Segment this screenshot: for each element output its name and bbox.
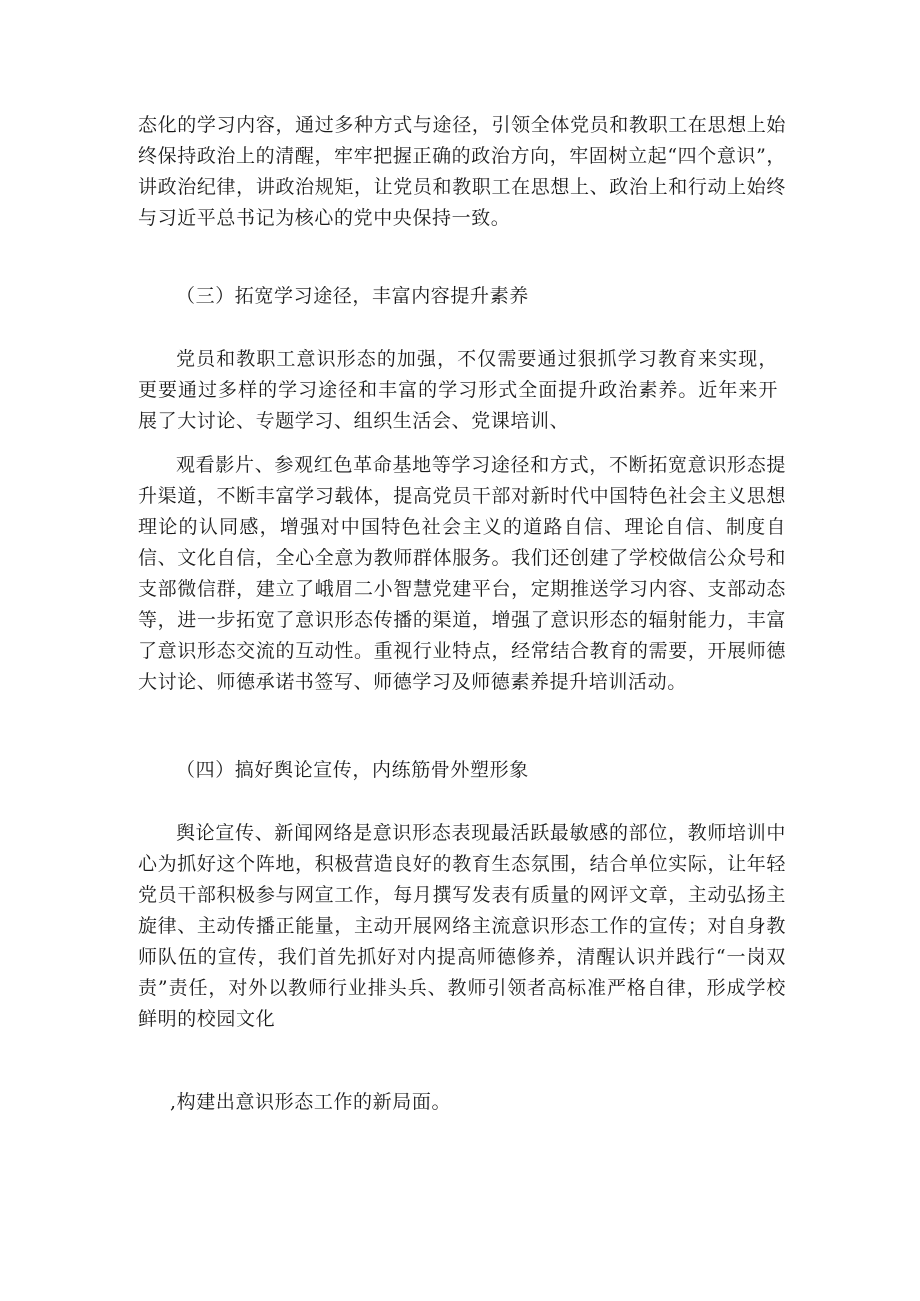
- section-4-paragraph-1: 舆论宣传、新闻网络是意识形态表现最活跃最敏感的部位，教师培训中心为抓好这个阵地，积极营造良好的教育生态氛围，结合单位实际，让年轻党员干部积极参与网宣工作，每月撰写发表有质量的网评文章，主动弘扬主旋律、主动传播正能量，主动开展网络主流意识形态工作的宣传；对自身教师队伍的宣传，我们首先抓好对内提高师德修养，清醒认识并践行“一岗双责”责任，对外以教师行业排头兵、教师引领者高标准严格自律，形成学校鲜明的校园文化: [138, 822, 786, 1030]
- section-3-paragraph-1: 党员和教职工意识形态的加强，不仅需要通过狠抓学习教育来实现，更要通过多样的学习途径和丰富的学习形式全面提升政治素养。近年来开展了大讨论、专题学习、组织生活会、党课培训、: [138, 348, 778, 432]
- section-3-paragraph-2: 观看影片、参观红色革命基地等学习途径和方式，不断拓宽意识形态提升渠道，不断丰富学习载体，提高党员干部对新时代中国特色社会主义思想理论的认同感，增强对中国特色社会主义的道路自信、理论自信、制度自信、文化自信，全心全意为教师群体服务。我们还创建了学校做信公众号和支部微信群，建立了峨眉二小智慧党建平台，定期推送学习内容、支部动态等，进一步拓宽了意识形态传播的渠道，增强了意识形态的辐射能力，丰富了意识形态交流的互动性。重视行业特点，经常结合教育的需要，开展师德大讨论、师德承诺书签写、师德学习及师德素养提升培训活动。: [138, 454, 786, 693]
- section-heading-3: （三）拓宽学习途径，丰富内容提升素养: [176, 285, 529, 307]
- section-heading-4: （四）搞好舆论宣传，内练筋骨外塑形象: [176, 759, 529, 781]
- section-4-paragraph-2: ,构建出意识形态工作的新局面。: [170, 1091, 452, 1113]
- paragraph-continuation: 态化的学习内容，通过多种方式与途径，引领全体党员和教职工在思想上始终保持政治上的清醒，牢牢把握正确的政治方向，牢固树立起“四个意识”，讲政治纪律，讲政治规矩，让党员和教职工在思想上、政治上和行动上始终与习近平总书记为核心的党中央保持一致。: [138, 114, 786, 229]
